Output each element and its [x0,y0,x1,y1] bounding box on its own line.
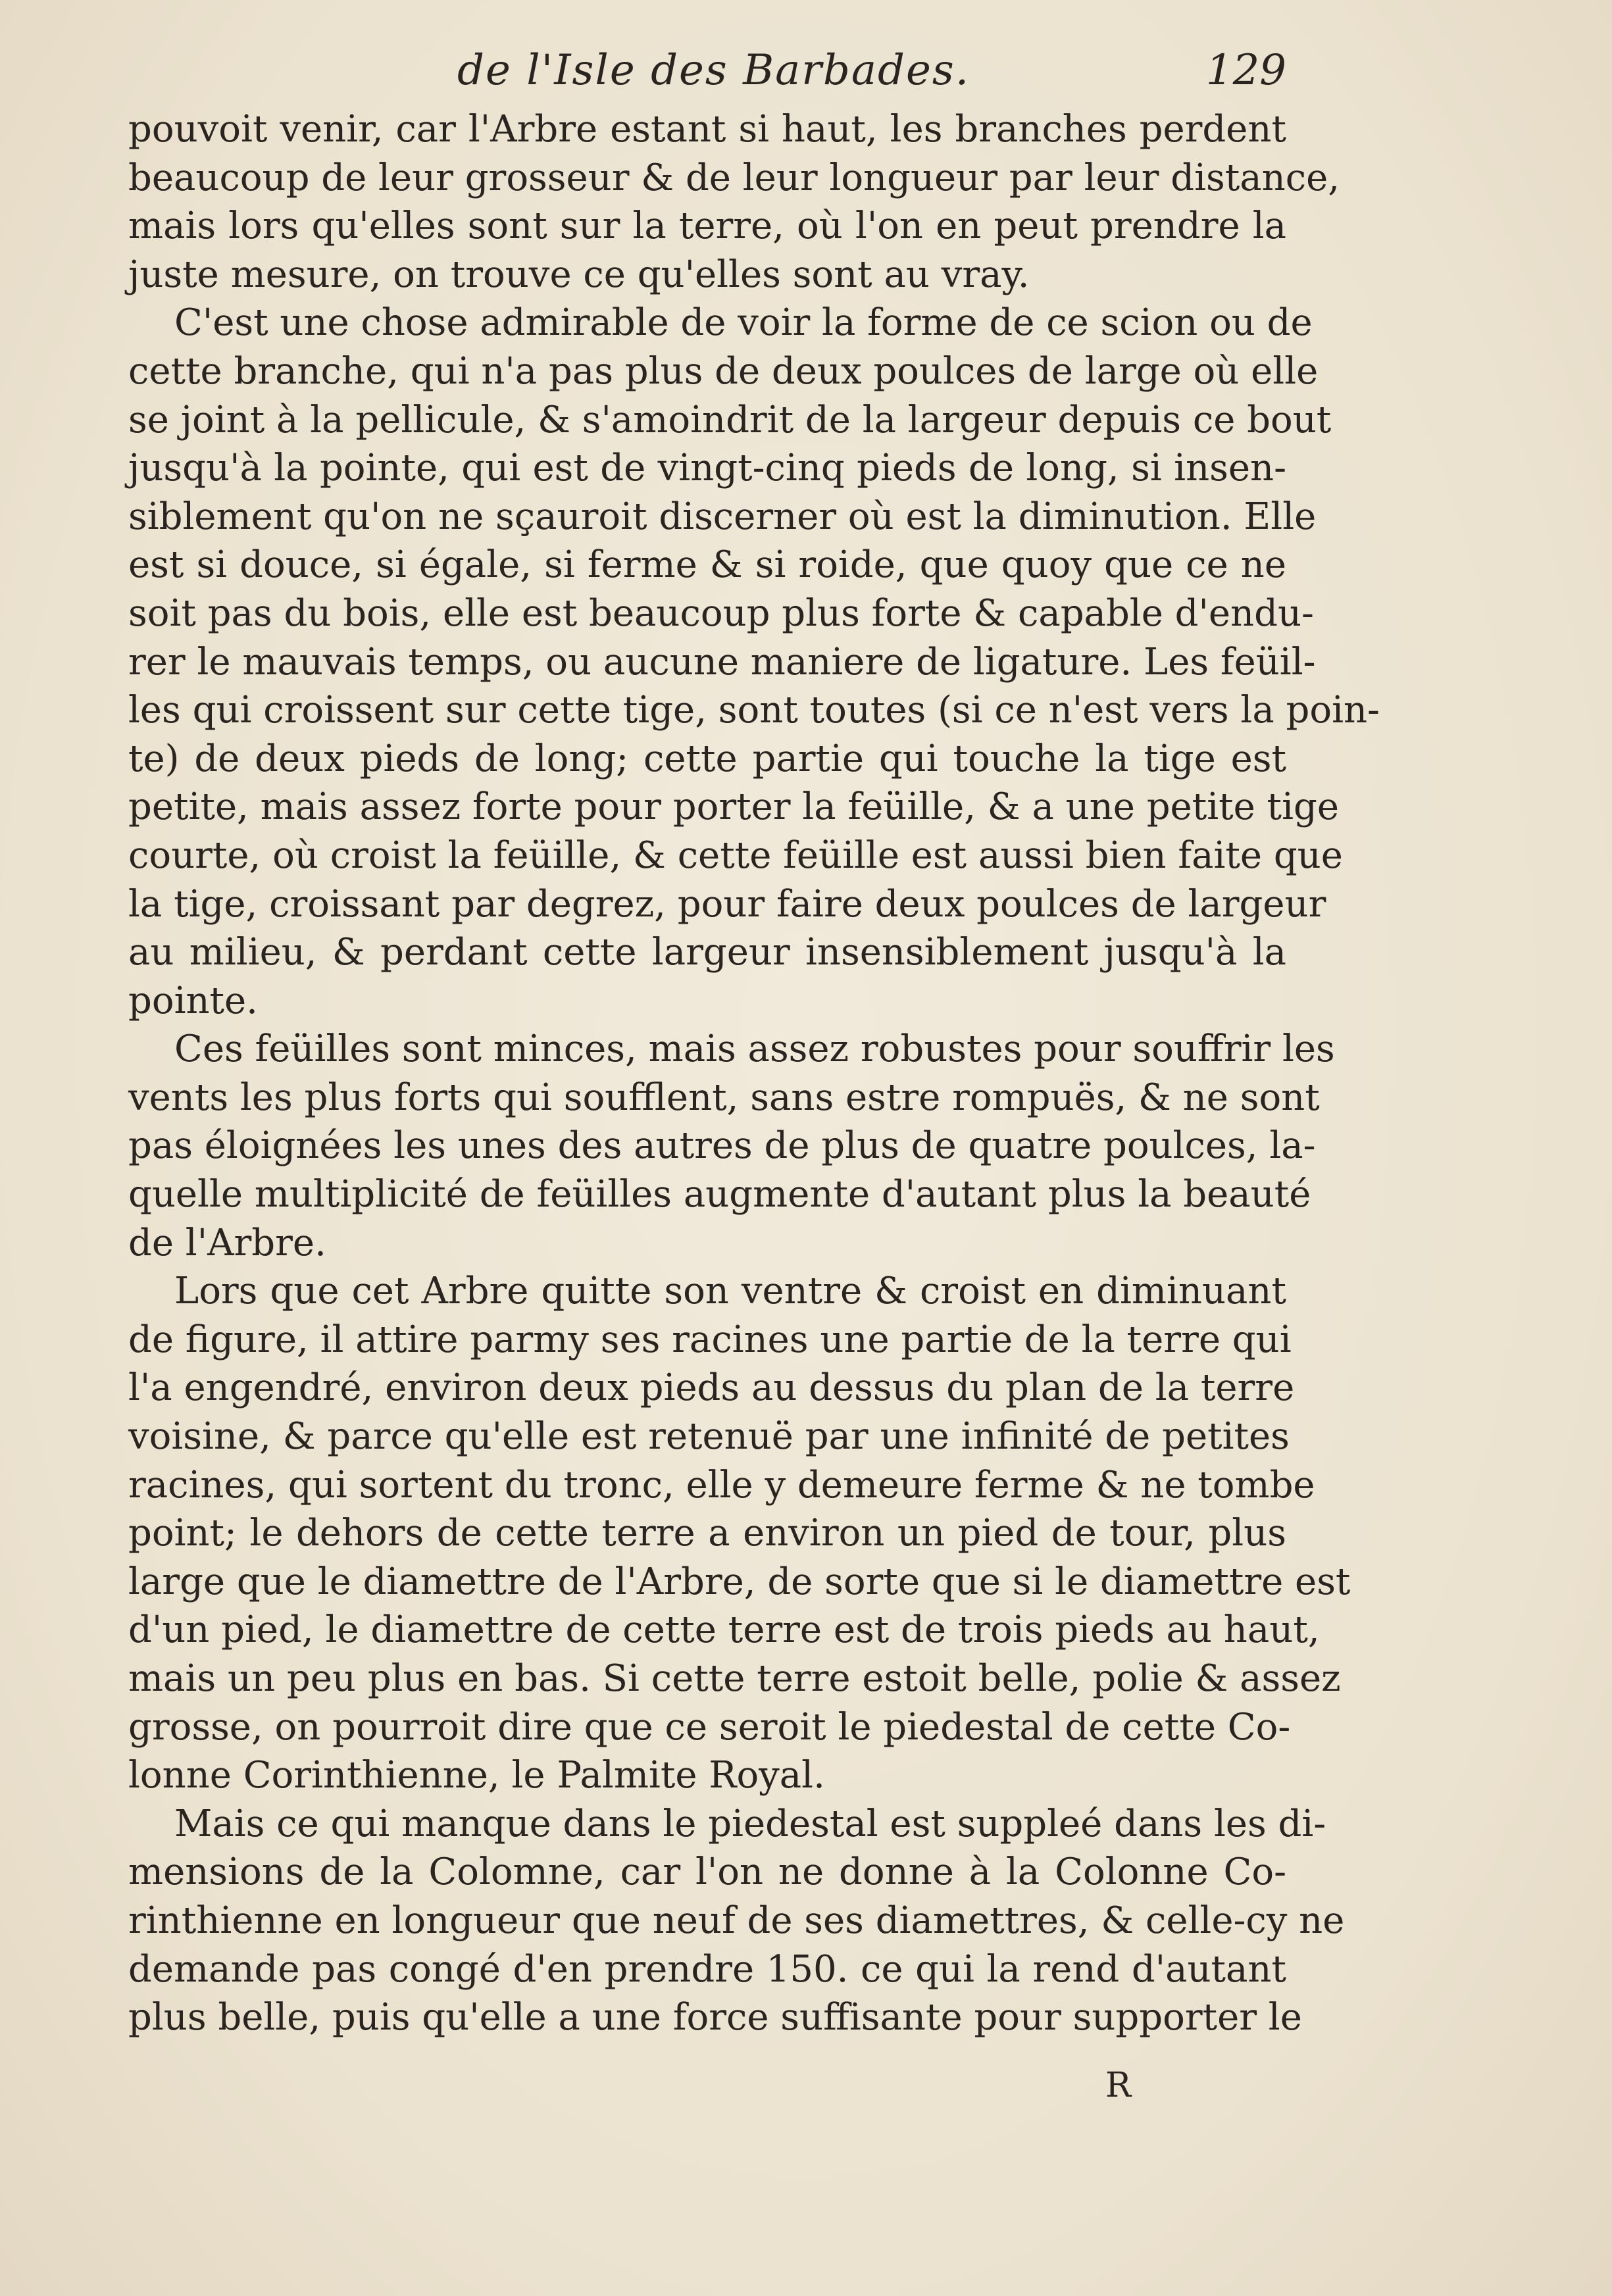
text-line: pouvoit venir, car l'Arbre estant si haut, les branches perdent [128,108,1286,151]
text-line: la tige, croissant par degrez, pour faire deux poulces de largeur [128,882,1326,926]
text-line: est si douce, si égale, si ferme & si roide, que quoy que ce ne [128,543,1286,587]
signature-mark: R [1105,2066,1132,2105]
text-line: beaucoup de leur grosseur & de leur longueur par leur distance, [128,156,1340,199]
text-line: courte, où croist la feüille, & cette feüille est aussi bien faite que [128,834,1343,877]
page-header [128,46,1286,99]
text-line: siblement qu'on ne sçauroit discerner où est la diminution. Elle [128,495,1317,538]
text-line: Ces feüilles sont minces, mais assez robustes pour souffrir les [174,1028,1335,1071]
text-line: lonne Corinthienne, le Palmite Royal. [128,1754,825,1797]
text-line: rinthienne en longueur que neuf de ses diamettres, & celle-cy ne [128,1899,1345,1942]
text-line: de figure, il attire parmy ses racines une partie de la terre qui [128,1318,1292,1361]
running-title: de l'Isle des Barbades. [457,46,970,95]
text-line: grosse, on pourroit dire que ce seroit le piedestal de cette Co- [128,1705,1291,1749]
text-line: plus belle, puis qu'elle a une force suffisante pour supporter le [128,1996,1302,2039]
text-line: demande pas congé d'en prendre 150. ce qui la rend d'autant [128,1947,1286,1991]
text-line: mais un peu plus en bas. Si cette terre estoit belle, polie & assez [128,1657,1341,1700]
text-line: mensions de la Colomne, car l'on ne donne à la Colonne Co- [128,1851,1286,1894]
text-line: mais lors qu'elles sont sur la terre, où l'on en peut prendre la [128,205,1286,248]
text-line: les qui croissent sur cette tige, sont toutes (si ce n'est vers la poin- [128,689,1380,732]
text-line: voisine, & parce qu'elle est retenuë par une infinité de petites [128,1415,1290,1459]
text-line: se joint à la pellicule, & s'amoindrit de la largeur depuis ce bout [128,398,1332,441]
text-line: l'a engendré, environ deux pieds au dessus du plan de la terre [128,1366,1295,1410]
text-line: large que le diamettre de l'Arbre, de sorte que si le diamettre est [128,1560,1351,1603]
body-text [128,105,1380,2042]
page-number: 129 [1205,46,1286,95]
text-line: pointe. [128,979,258,1022]
text-line: de l'Arbre. [128,1221,326,1264]
text-line: pas éloignées les unes des autres de plus de quatre poulces, la- [128,1124,1316,1168]
text-line: quelle multiplicité de feüilles augmente d'autant plus la beauté [128,1173,1311,1216]
text-line: C'est une chose admirable de voir la forme de ce scion ou de [174,301,1313,345]
text-line: Mais ce qui manque dans le piedestal est suppleé dans les di- [174,1802,1326,1845]
text-line: te) de deux pieds de long; cette partie qui touche la tige est [128,737,1286,780]
text-line: petite, mais assez forte pour porter la feüille, & a une petite tige [128,786,1339,829]
text-line: au milieu, & perdant cette largeur insensiblement jusqu'à la [128,931,1286,974]
text-line: racines, qui sortent du tronc, elle y demeure ferme & ne tombe [128,1463,1315,1507]
text-line: juste mesure, on trouve ce qu'elles sont au vray. [128,253,1030,296]
text-line: d'un pied, le diamettre de cette terre est de trois pieds au haut, [128,1609,1320,1652]
text-line: rer le mauvais temps, ou aucune maniere de ligature. Les feüil- [128,640,1316,684]
text-line: vents les plus forts qui soufflent, sans estre rompuës, & ne sont [128,1076,1320,1119]
text-line: jusqu'à la pointe, qui est de vingt-cinq pieds de long, si insen- [128,447,1286,490]
text-line: Lors que cet Arbre quitte son ventre & croist en diminuant [174,1270,1286,1313]
text-line: point; le dehors de cette terre a environ un pied de tour, plus [128,1512,1286,1555]
text-line: cette branche, qui n'a pas plus de deux poulces de large où elle [128,349,1319,393]
text-line: soit pas du bois, elle est beaucoup plus forte & capable d'endu- [128,591,1314,635]
